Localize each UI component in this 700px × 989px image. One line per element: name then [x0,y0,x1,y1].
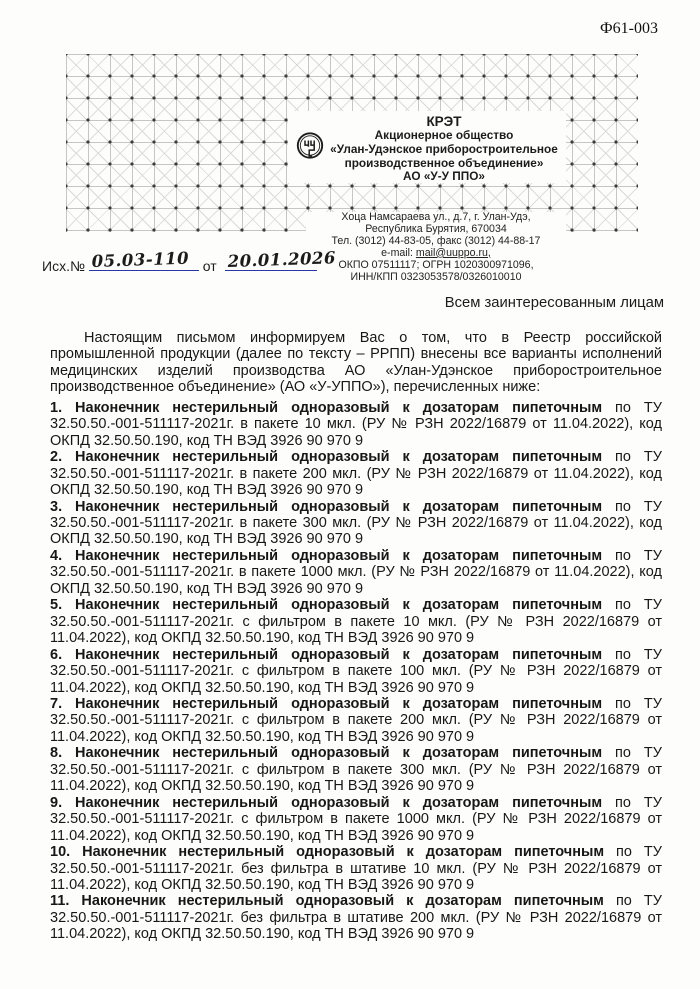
item-number-and-name: 5. Наконечник нестерильный одноразовый к дозаторам пипеточным [50,597,616,614]
item-details: по ТУ 32.50.50.-001-511117-2021г. с фильтром в пакете 10 мкл. (РУ № РЗН 2022/16879 от 11.04.2022), код ОКПД 32.50.50.190, код ТН ВЭД 3926 90 970 9 [50,597,662,647]
ref-number-field [89,248,199,271]
list-item [50,400,662,449]
list-item [50,647,662,696]
list-item [50,893,662,942]
letter-body [50,330,662,943]
item-number-and-name: 3. Наконечник нестерильный одноразовый к дозаторам пипеточным [50,498,616,515]
email-line [306,248,566,260]
item-number-and-name: 8. Наконечник нестерильный одноразовый к дозаторам пипеточным [50,745,616,762]
uuppo-logo-icon [294,131,326,165]
company-name-line: АО «У-У ППО» [403,169,485,184]
item-number-and-name: 9. Наконечник нестерильный одноразовый к дозаторам пипеточным [50,794,616,811]
company-name-line: производственное объединение» [344,155,544,170]
item-details: по ТУ 32.50.50.-001-511117-2021г. в пакете 1000 мкл. (РУ № РЗН 2022/16879 от 11.04.2022), код ОКПД 32.50.50.190, код ТН ВЭД 3926 90 970 9 [50,547,662,597]
item-number-and-name: 1. Наконечник нестерильный одноразовый к дозаторам пипеточным [50,399,616,416]
item-number-and-name: 2. Наконечник нестерильный одноразовый к дозаторам пипеточным [50,449,616,466]
outgoing-ref-line [42,248,336,274]
item-number-and-name: 6. Наконечник нестерильный одноразовый к дозаторам пипеточным [50,646,616,663]
list-item [50,696,662,745]
addressee-line: Всем заинтересованным лицам [444,295,664,311]
item-details: по ТУ 32.50.50.-001-511117-2021г. в пакете 300 мкл. (РУ № РЗН 2022/16879 от 11.04.2022), код ОКПД 32.50.50.190, код ТН ВЭД 3926 90 970 9 [50,498,662,548]
ot-label: от [202,258,217,274]
okpo-ogrn: ОКПО 07511117; ОГРН 1020300971096, [338,258,534,271]
item-details: по ТУ 32.50.50.-001-511117-2021г. с фильтром в пакете 1000 мкл. (РУ № РЗН 2022/16879 от 11.04.2022), код ОКПД 32.50.50.190, код ТН ВЭД 3926 90 970 9 [50,794,662,844]
list-item [50,449,662,498]
phone-fax: Тел. (3012) 44-83-05, факс (3012) 44-88-17 [331,234,541,247]
list-item [50,745,662,794]
form-code: Ф61-003 [600,20,658,37]
item-details: по ТУ 32.50.50.-001-511117-2021г. в пакете 10 мкл. (РУ № РЗН 2022/16879 от 11.04.2022), код ОКПД 32.50.50.190, код ТН ВЭД 3926 90 970 9 [50,399,662,449]
list-item [50,499,662,548]
inn-kpp: ИНН/КПП 0323053578/0326010010 [350,270,522,283]
item-details: по ТУ 32.50.50.-001-511117-2021г. с фильтром в пакете 100 мкл. (РУ № РЗН 2022/16879 от 11.04.2022), код ОКПД 32.50.50.190, код ТН ВЭД 3926 90 970 9 [50,646,662,696]
item-details: по ТУ 32.50.50.-001-511117-2021г. без фильтра в штативе 10 мкл. (РУ № РЗН 2022/16879 от 11.04.2022), код ОКПД 32.50.50.190, код ТН ВЭД 3926 90 970 9 [50,844,662,893]
item-details: по ТУ 32.50.50.-001-511117-2021г. в пакете 200 мкл. (РУ № РЗН 2022/16879 от 11.04.2022), код ОКПД 32.50.50.190, код ТН ВЭД 3926 90 970 9 [50,449,662,499]
list-item [50,844,662,893]
list-item [50,548,662,597]
ref-date-field [225,248,336,271]
ref-label: Исх.№ [42,258,85,274]
handwritten-ref-date: 20.01.2026 [226,248,336,271]
item-details: по ТУ 32.50.50.-001-511117-2021г. с фильтром в пакете 300 мкл. (РУ № РЗН 2022/16879 от 11.04.2022), код ОКПД 32.50.50.190, код ТН ВЭД 3926 90 970 9 [50,745,662,795]
email-label: e-mail: [381,246,416,259]
street-address: Хоца Намсараева ул., д.7, г. Улан-Удэ, [341,211,531,223]
item-details: по ТУ 32.50.50.-001-511117-2021г. с фильтром в пакете 200 мкл. (РУ № РЗН 2022/16879 от 11.04.2022), код ОКПД 32.50.50.190, код ТН ВЭД 3926 90 970 9 [50,695,662,745]
items-list [50,400,662,943]
item-number-and-name: 10. Наконечник нестерильный одноразовый к дозаторам пипеточным [50,844,617,861]
item-number-and-name: 7. Наконечник нестерильный одноразовый к дозаторам пипеточным [50,695,616,712]
item-number-and-name: 4. Наконечник нестерильный одноразовый к дозаторам пипеточным [50,547,616,564]
item-details: по ТУ 32.50.50.-001-511117-2021г. без фильтра в штативе 200 мкл. (РУ № РЗН 2022/16879 от 11.04.2022), код ОКПД 32.50.50.190, код ТН ВЭД 3926 90 970 9 [50,893,662,943]
letterhead-company-box [288,111,566,183]
company-name-line: Акционерное общество [374,128,514,142]
intro-paragraph: Настоящим письмом информируем Вас о том, что в Реестр российской промышленной продукции (далее по тексту – РРПП) внесены все варианты исполнений медицинских изделий производства АО «Улан-Удэнское приборостроительное производственное объединение» (АО «У-УППО»), перечисленных ниже: [50,330,662,396]
handwritten-ref-number: 05.03-110 [91,248,190,271]
letterhead-contacts-box [306,212,566,284]
list-item [50,597,662,646]
list-item [50,795,662,844]
email-address: mail@uuppo.ru, [415,246,491,259]
company-name-block [322,111,566,184]
holding-name: КРЭТ [426,114,462,129]
item-number-and-name: 11. Наконечник нестерильный одноразовый к дозаторам пипеточным [50,893,616,910]
company-name-line: «Улан-Удэнское приборостроительное [330,141,558,156]
region-postcode: Республика Бурятия, 670034 [365,222,507,235]
